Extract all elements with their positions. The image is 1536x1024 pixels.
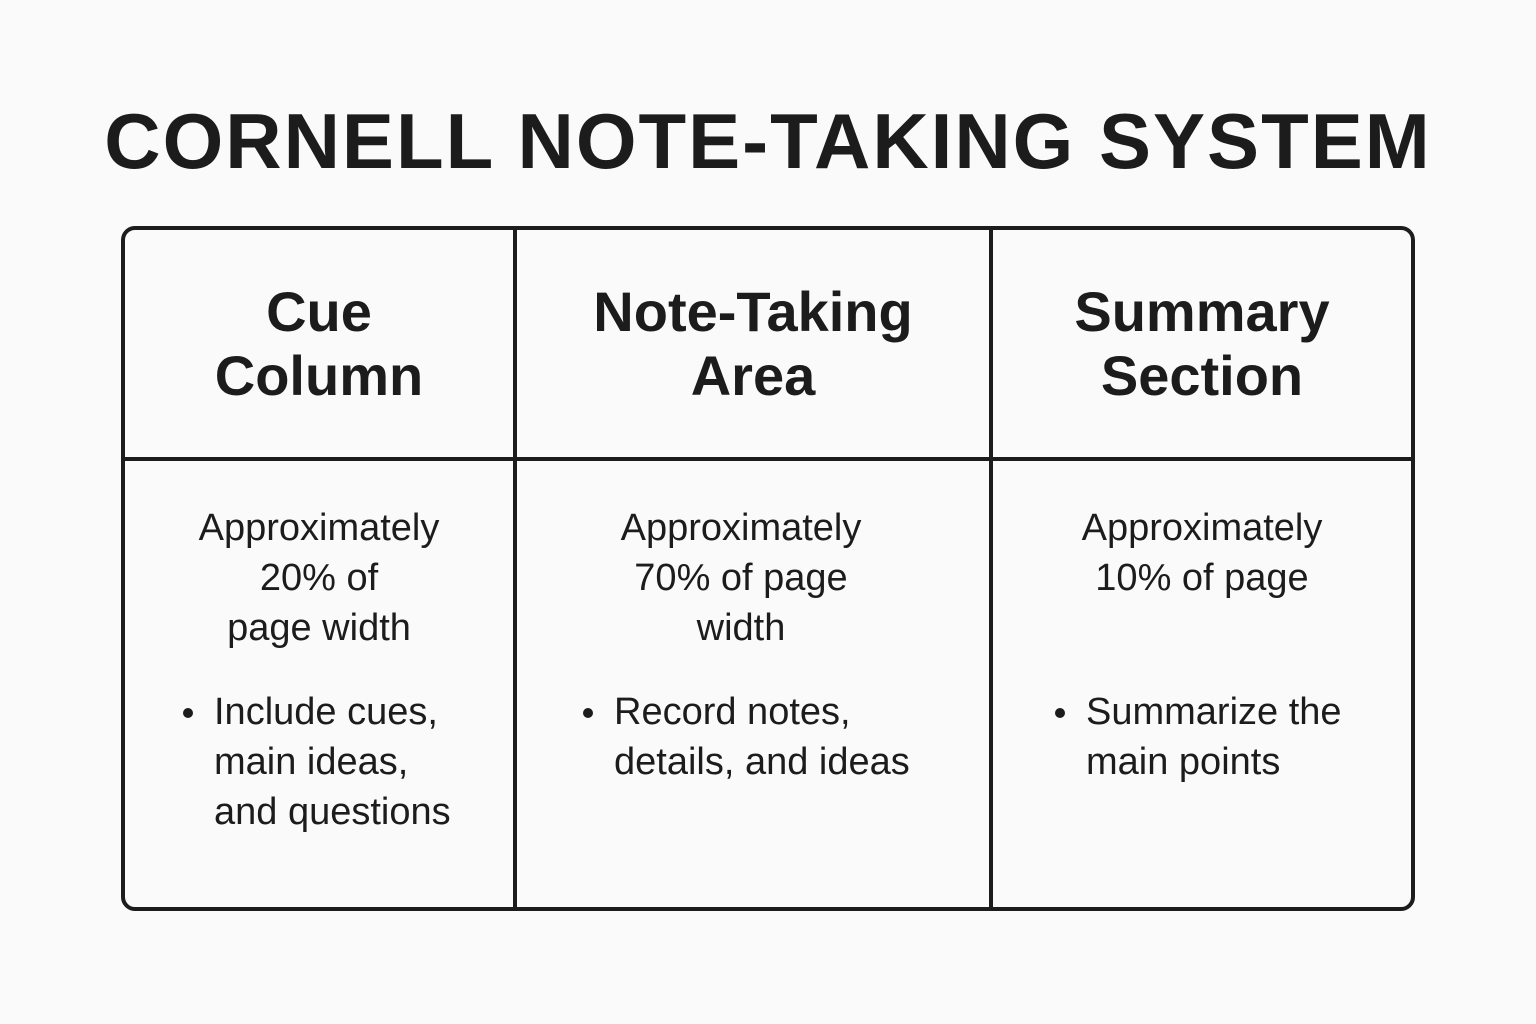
note-taking-area-body: [517, 461, 993, 907]
bullet-dot-icon: [183, 708, 193, 718]
bullet-dot-icon: [583, 708, 593, 718]
summary-section-bullet: [1055, 687, 1342, 787]
summary-section-width-text: Approximately 10% of page: [1081, 507, 1323, 599]
cue-column-body: [125, 461, 517, 907]
page-title: CORNELL NOTE-TAKING SYSTEM: [104, 97, 1432, 185]
summary-section-heading: Summary Section: [1074, 279, 1330, 407]
summary-section-bullet-text: Summarize the main points: [1086, 691, 1342, 783]
note-taking-area-bullet: [583, 687, 910, 787]
note-taking-area-heading: Note-Taking Area: [593, 279, 913, 407]
cue-column-bullet-text: Include cues, main ideas, and questions: [214, 691, 451, 833]
cue-column-header: [125, 230, 517, 461]
summary-section-body: [993, 461, 1411, 907]
note-taking-area-header: [517, 230, 993, 461]
note-taking-area-width-text: Approximately 70% of page width: [620, 507, 862, 649]
bullet-dot-icon: [1055, 708, 1065, 718]
cue-column-width-text: Approximately 20% of page width: [198, 507, 440, 649]
note-taking-area-bullet-text: Record notes, details, and ideas: [614, 691, 910, 783]
cornell-table: [121, 226, 1415, 911]
cue-column-bullet: [183, 687, 451, 837]
cue-column-heading: Cue Column: [214, 279, 424, 407]
summary-section-header: [993, 230, 1411, 461]
